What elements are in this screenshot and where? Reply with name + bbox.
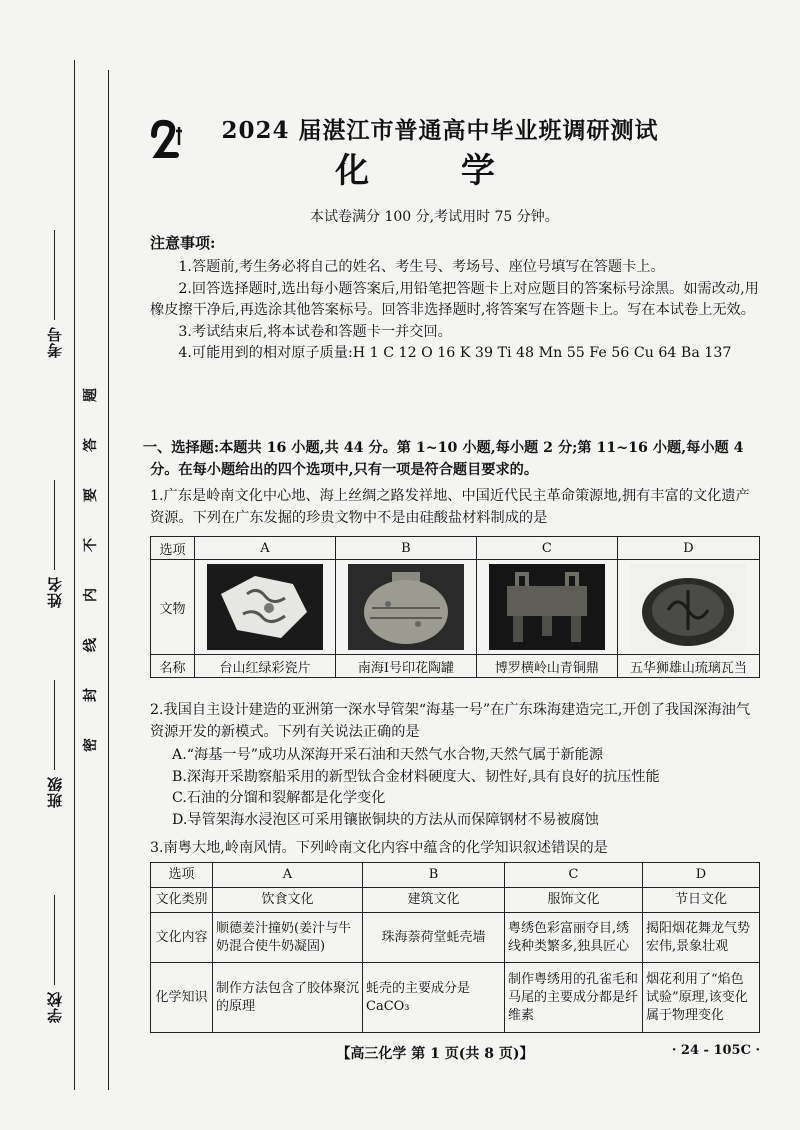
option-c-label: C bbox=[505, 863, 643, 888]
question-2-option-b: B.深海开采勘察船采用的新型钛合金材料硬度大、韧性好,具有良好的抗压性能 bbox=[172, 768, 660, 785]
option-a-label: A bbox=[195, 537, 336, 560]
name-field[interactable] bbox=[44, 480, 68, 608]
question-1-table bbox=[150, 536, 760, 678]
relic-d-name: 五华狮雄山琉璃瓦当 bbox=[617, 655, 759, 678]
option-d-label: D bbox=[643, 863, 760, 888]
question-2-option-c: C.石油的分馏和裂解都是化学变化 bbox=[172, 790, 386, 806]
content-c: 粤绣色彩富丽夺目,绣线种类繁多,独具匠心 bbox=[505, 913, 643, 963]
knowledge-d: 烟花利用了“焰色试验”原理,该变化属于物理变化 bbox=[643, 963, 760, 1033]
category-d: 节日文化 bbox=[643, 888, 760, 913]
option-b-label: B bbox=[335, 537, 476, 560]
seal-char: 内 bbox=[83, 588, 99, 602]
class-field[interactable] bbox=[44, 680, 68, 808]
question-2-options bbox=[172, 745, 782, 831]
question-3-stem: 3.南粤大地,岭南风情。下列岭南文化内容中蕴含的化学知识叙述错误的是 bbox=[150, 840, 608, 856]
relic-c-name: 博罗横岭山青铜鼎 bbox=[476, 655, 617, 678]
exam-title: 2024 届湛江市普通高中毕业班调研测试 bbox=[221, 117, 659, 144]
relic-c-cell bbox=[476, 560, 617, 655]
content-d: 揭阳烟花舞龙气势宏伟,景象壮观 bbox=[643, 913, 760, 963]
exam-note: 本试卷满分 100 分,考试用时 75 分钟。 bbox=[310, 209, 559, 225]
relic-b-name: 南海Ⅰ号印花陶罐 bbox=[335, 655, 476, 678]
category-a: 饮食文化 bbox=[213, 888, 363, 913]
pottery-jar-icon bbox=[348, 564, 464, 650]
attention-item: 1.答题前,考生务必将自己的姓名、考生号、考场号、座位号填写在答题卡上。 bbox=[178, 259, 665, 275]
knowledge-a: 制作方法包含了胶体聚沉的原理 bbox=[213, 963, 363, 1033]
content-a: 顺德姜汁撞奶(姜汁与牛奶混合使牛奶凝固) bbox=[213, 913, 363, 963]
bronze-ding-icon bbox=[489, 564, 605, 650]
relic-d-cell bbox=[617, 560, 759, 655]
row-label-name: 名称 bbox=[151, 655, 195, 678]
seal-char: 线 bbox=[83, 638, 99, 652]
option-a-label: A bbox=[213, 863, 363, 888]
content-b: 珠海萘荷堂蚝壳墙 bbox=[363, 913, 505, 963]
attention-item: 4.可能用到的相对原子质量:H 1 C 12 O 16 K 39 Ti 48 Mn 55 Fe 56 Cu 64 Ba 137 bbox=[178, 345, 732, 361]
relic-b-cell bbox=[335, 560, 476, 655]
name-label: 姓名 bbox=[46, 576, 64, 608]
relic-a-cell bbox=[195, 560, 336, 655]
seal-char: 题 bbox=[83, 388, 99, 402]
question-2-stem: 2.我国自主设计建造的亚洲第一深水导管架“海基一号”在广东珠海建造完工,开创了我国深海油气资源开发的新模式。下列有关说法正确的是 bbox=[150, 702, 751, 740]
exam-no-label: 考号 bbox=[46, 326, 64, 358]
class-label: 班级 bbox=[46, 776, 64, 808]
attention-heading: 注意事项: bbox=[150, 234, 216, 252]
row-label-category: 文化类别 bbox=[151, 888, 213, 913]
paper-code: · 24 - 105C · bbox=[671, 1043, 760, 1058]
porcelain-shard-icon bbox=[207, 564, 323, 650]
row-label-relic: 文物 bbox=[151, 560, 195, 655]
question-2-option-a: A.“海基一号”成功从深海开采石油和天然气水合物,天然气属于新能源 bbox=[172, 747, 604, 763]
seal-char: 封 bbox=[83, 688, 99, 702]
seal-char: 不 bbox=[83, 538, 99, 552]
relic-a-name: 台山红绿彩瓷片 bbox=[195, 655, 336, 678]
table-header-label: 选项 bbox=[151, 537, 195, 560]
seal-char: 要 bbox=[83, 488, 99, 502]
margin-line-inner bbox=[108, 70, 109, 1090]
question-1-stem: 1.广东是岭南文化中心地、海上丝绸之路发祥地、中国近代民主革命策源地,拥有丰富的文化遗产资源。下列在广东发掘的珍贵文物中不是由硅酸盐材料制成的是 bbox=[150, 488, 750, 526]
option-b-label: B bbox=[363, 863, 505, 888]
attention-item: 3.考试结束后,将本试卷和答题卡一并交回。 bbox=[178, 323, 452, 340]
knowledge-c: 制作粤绣用的孔雀毛和马尾的主要成分都是纤维素 bbox=[505, 963, 643, 1033]
exam-no-field[interactable] bbox=[44, 230, 68, 358]
page-footer: 【高三化学 第 1 页(共 8 页)】 bbox=[336, 1046, 534, 1062]
school-field[interactable] bbox=[44, 895, 68, 1023]
question-2-option-d: D.导管架海水浸泡区可采用镶嵌铜块的方法从而保障钢材不易被腐蚀 bbox=[172, 811, 599, 828]
seal-char: 密 bbox=[83, 738, 99, 752]
question-3-table bbox=[150, 862, 760, 1033]
category-b: 建筑文化 bbox=[363, 888, 505, 913]
school-label: 学校 bbox=[46, 991, 64, 1023]
option-c-label: C bbox=[476, 537, 617, 560]
section-heading: 一、选择题:本题共 16 小题,共 44 分。第 1~10 小题,每小题 2 分;第 11~16 小题,每小题 4 分。在每小题给出的四个选项中,只有一项是符合题目要求的。 bbox=[142, 440, 744, 478]
knowledge-b: 蚝壳的主要成分是CaCO₃ bbox=[363, 963, 505, 1033]
attention-list bbox=[150, 257, 760, 365]
table-header-label: 选项 bbox=[151, 863, 213, 888]
attention-item: 2.回答选择题时,选出每小题答案后,用铅笔把答题卡上对应题目的答案标号涂黑。如需改动,用橡皮擦干净后,再选涂其他答案标号。回答非选择题时,将答案写在答题卡上。写在本试卷上无效。 bbox=[150, 280, 759, 318]
category-c: 服饰文化 bbox=[505, 888, 643, 913]
row-label-knowledge: 化学知识 bbox=[151, 963, 213, 1033]
seal-char: 答 bbox=[83, 438, 99, 452]
margin-line-outer bbox=[74, 60, 75, 1090]
subject-title: 化 学 bbox=[335, 151, 535, 191]
glazed-tile-end-icon bbox=[630, 564, 746, 650]
option-d-label: D bbox=[617, 537, 759, 560]
row-label-content: 文化内容 bbox=[151, 913, 213, 963]
